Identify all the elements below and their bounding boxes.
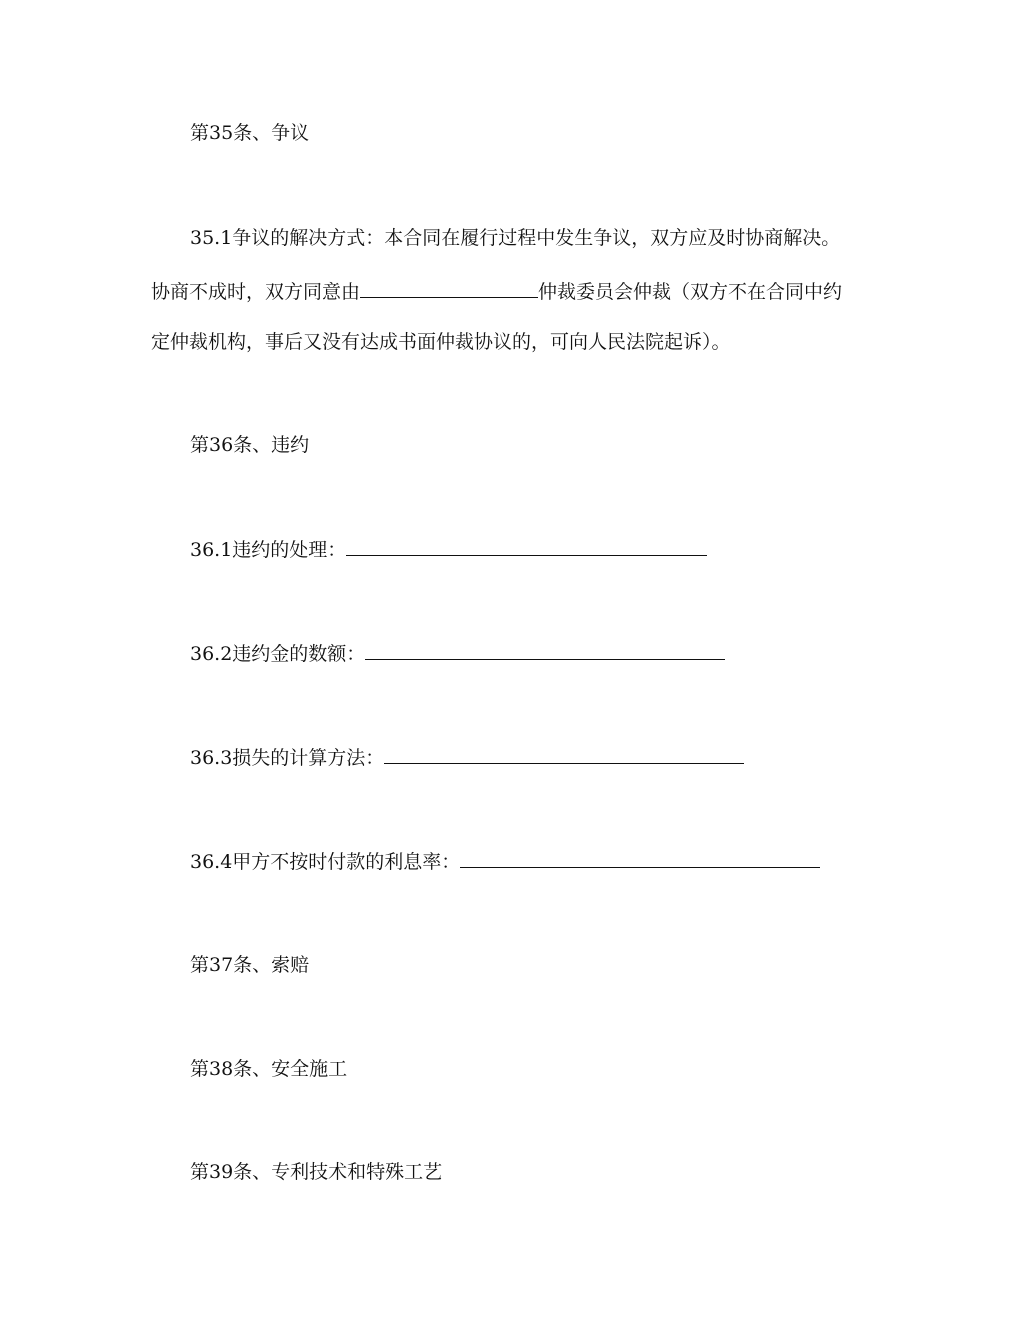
clause-36-1 [190,537,707,561]
clause-36-4 [190,849,820,873]
article-35-heading: 第35条、争议 [190,122,310,144]
clause-36-3 [190,745,744,769]
article-38-heading: 第38条、安全施工 [190,1058,348,1080]
clause-36-2 [190,641,725,665]
interest-rate-blank[interactable] [460,849,820,868]
loss-calculation-blank[interactable] [384,745,744,764]
clause-35-1-line-2-prefix: 协商不成时，双方同意由 [151,281,361,303]
clause-36-3-label: 36.3损失的计算方法： [190,747,385,769]
arbitration-commission-blank[interactable] [360,279,538,298]
article-39-heading: 第39条、专利技术和特殊工艺 [190,1161,443,1183]
clause-35-1-line-1: 35.1争议的解决方式：本合同在履行过程中发生争议，双方应及时协商解决。 [190,227,841,249]
clause-36-2-label: 36.2违约金的数额： [190,643,366,665]
clause-35-1-line-2 [151,279,842,303]
clause-35-1-line-3: 定仲裁机构，事后又没有达成书面仲裁协议的，可向人民法院起诉）。 [151,331,731,353]
article-36-heading: 第36条、违约 [190,434,310,456]
clause-36-1-label: 36.1违约的处理： [190,539,347,561]
article-37-heading: 第37条、索赔 [190,954,310,976]
clause-36-4-label: 36.4甲方不按时付款的利息率： [190,851,461,873]
breach-handling-blank[interactable] [346,537,707,556]
clause-35-1-line-2-suffix: 仲裁委员会仲裁（双方不在合同中约 [538,281,843,303]
penalty-amount-blank[interactable] [365,641,725,660]
